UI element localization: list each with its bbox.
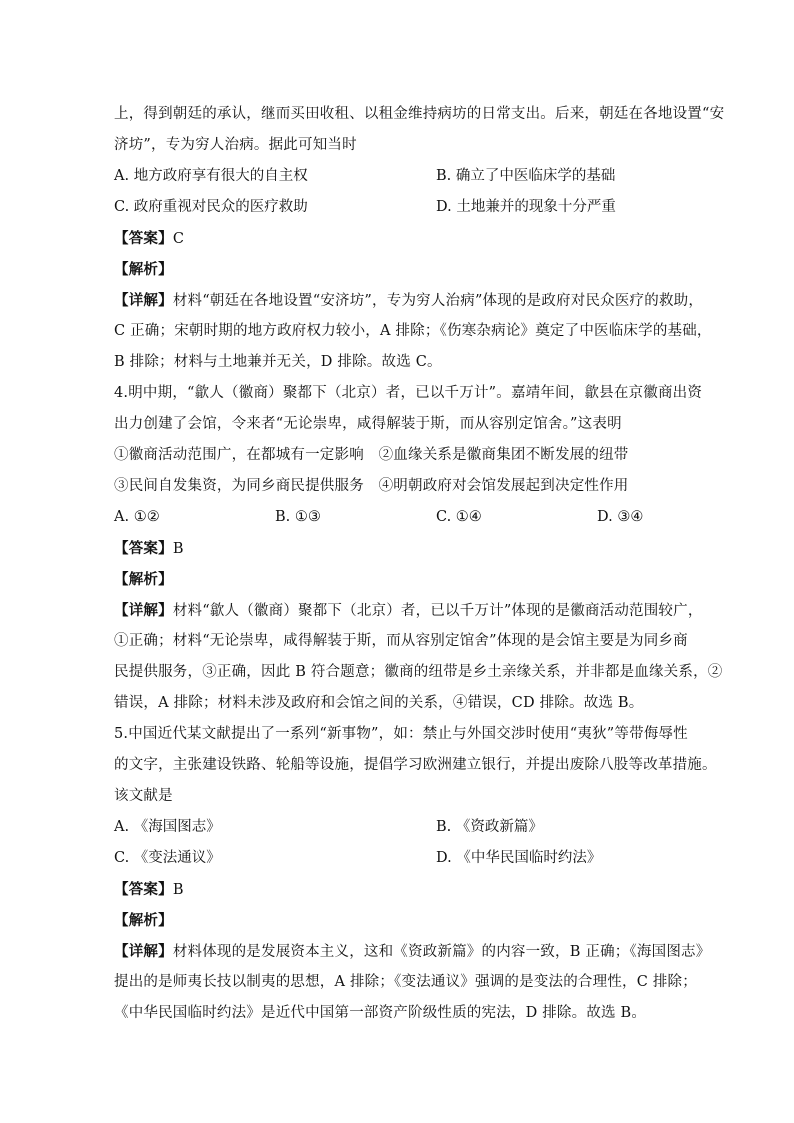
- answer-line: [114, 874, 694, 905]
- detail-text: 材料体现的是发展资本主义，这和《资政新篇》的内容一致，B 正确；《海国图志》: [172, 944, 711, 960]
- answer-line: [114, 223, 694, 254]
- answer-tag: 【答案】: [114, 881, 173, 898]
- detail-text: 材料“歙人（徽商）聚都下（北京）者，已以千万计”体现的是徽商活动范围较广，: [172, 603, 703, 619]
- options-row: [114, 192, 694, 223]
- answer-value: B: [172, 882, 184, 898]
- question-stem-line: 该文献是: [114, 788, 173, 804]
- options-row: [114, 843, 694, 874]
- question-stem-line: 上，得到朝廷的承认，继而买田收租、以租金维持病坊的日常支出。后来，朝廷在各地设置“安: [114, 106, 725, 122]
- question-5: [114, 719, 717, 1029]
- question-stem-line: 4.明中期，“歙人（徽商）聚都下（北京）者，已以千万计”。嘉靖年间，歙县在京徽商出资: [114, 385, 703, 401]
- options-row: [114, 502, 694, 533]
- option-c: C. 政府重视对民众的医疗救助: [114, 199, 308, 215]
- option-a: A. ①②: [114, 509, 160, 525]
- answer-tag: 【答案】: [114, 540, 173, 557]
- question-3: [114, 99, 725, 378]
- option-d: D. ③④: [597, 509, 644, 525]
- option-b: B. ①③: [275, 509, 321, 525]
- detail-line: 错误，A 排除；材料未涉及政府和会馆之间的关系，④错误，CD 排除。故选 B。: [114, 695, 644, 711]
- option-a: A. 《海国图志》: [114, 819, 221, 835]
- detail-line: 《中华民国临时约法》是近代中国第一部资产阶级性质的宪法，D 排除。故选 B。: [114, 1005, 647, 1021]
- analysis-line: [114, 564, 694, 595]
- question-stem-line: 的文字，主张建设铁路、轮船等设施，提倡学习欧洲建立银行，并提出废除八股等改革措施。: [114, 757, 717, 773]
- question-stem-line: 出力创建了会馆，令来者“无论崇卑，咸得解装于斯，而从容别定馆舍。”这表明: [114, 416, 622, 432]
- detail-line: ①正确；材料“无论崇卑，咸得解装于斯，而从容别定馆舍”体现的是会馆主要是为同乡商: [114, 633, 688, 649]
- detail-line: 民提供服务，③正确，因此 B 符合题意；徽商的纽带是乡土亲缘关系，并非都是血缘关系，②: [114, 664, 723, 680]
- detail-line: C 正确；宋朝时期的地方政府权力较小，A 排除；《伤寒杂病论》奠定了中医临床学的基础，: [114, 323, 712, 339]
- question-stem-line: ③民间自发集资，为同乡商民提供服务 ④明朝政府对会馆发展起到决定性作用: [114, 478, 629, 494]
- answer-value: B: [172, 541, 184, 557]
- answer-tag: 【答案】: [114, 230, 173, 247]
- question-4: [114, 378, 723, 719]
- answer-value: C: [172, 231, 185, 247]
- detail-line: [114, 936, 711, 967]
- analysis-line: [114, 254, 694, 285]
- detail-tag: 【详解】: [114, 292, 173, 309]
- options-row: [114, 812, 694, 843]
- options-row: [114, 161, 694, 192]
- detail-line: [114, 285, 704, 316]
- answer-line: [114, 533, 694, 564]
- question-stem-line: 5.中国近代某文献提出了一系列“新事物”，如：禁止与外国交涉时使用“夷狄”等带侮辱性: [114, 726, 688, 742]
- option-d: D. 《中华民国临时约法》: [436, 850, 602, 866]
- option-d: D. 土地兼并的现象十分严重: [436, 199, 616, 215]
- option-c: C. ①④: [436, 509, 482, 525]
- analysis-tag: 【解析】: [114, 261, 173, 278]
- detail-text: 材料“朝廷在各地设置“安济坊”，专为穷人治病”体现的是政府对民众医疗的救助，: [172, 293, 704, 309]
- detail-line: [114, 595, 703, 626]
- option-b: B. 《资政新篇》: [436, 819, 543, 835]
- question-stem-line: ①徽商活动范围广，在都城有一定影响 ②血缘关系是徽商集团不断发展的纽带: [114, 447, 629, 463]
- analysis-tag: 【解析】: [114, 912, 173, 929]
- option-a: A. 地方政府享有很大的自主权: [114, 168, 308, 184]
- analysis-line: [114, 905, 694, 936]
- page-content: [114, 99, 725, 1029]
- detail-line: 提出的是师夷长技以制夷的思想，A 排除；《变法通议》强调的是变法的合理性，C 排除；: [114, 974, 697, 990]
- option-b: B. 确立了中医临床学的基础: [436, 168, 616, 184]
- question-stem-line: 济坊”，专为穷人治病。据此可知当时: [114, 137, 357, 153]
- detail-tag: 【详解】: [114, 943, 173, 960]
- option-c: C. 《变法通议》: [114, 850, 221, 866]
- detail-tag: 【详解】: [114, 602, 173, 619]
- detail-line: B 排除；材料与土地兼并无关，D 排除。故选 C。: [114, 354, 442, 370]
- analysis-tag: 【解析】: [114, 571, 173, 588]
